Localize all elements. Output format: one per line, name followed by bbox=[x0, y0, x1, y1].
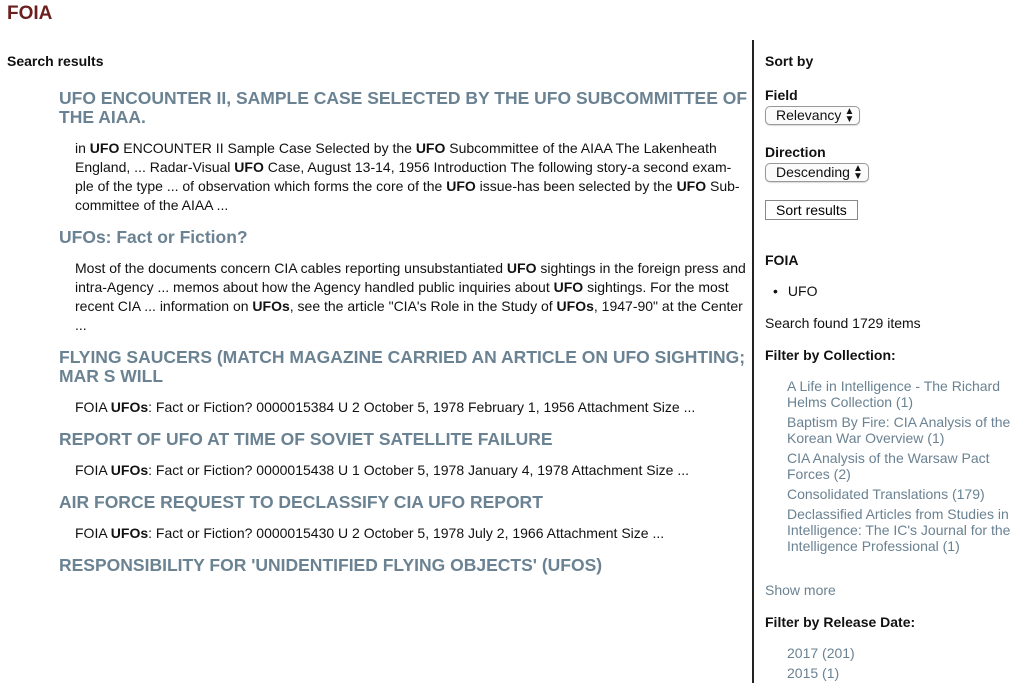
collection-filter-heading: Filter by Collection: bbox=[765, 347, 896, 363]
snippet-text: sightings. For the most recent CIA ... information on bbox=[75, 279, 729, 314]
release-date-filter-link[interactable]: 2017 (201) bbox=[787, 645, 855, 661]
result-snippet bbox=[75, 524, 749, 543]
snippet-text: in bbox=[75, 140, 90, 156]
results-list bbox=[59, 89, 749, 587]
snippet-text: sightings in the foreign press and intra-Agency ... memos about how the Agency handled public inquiries about bbox=[75, 260, 746, 295]
select-arrows-icon: ▲ ▼ bbox=[844, 105, 855, 125]
direction-label: Direction bbox=[765, 144, 826, 160]
sort-by-heading: Sort by bbox=[765, 53, 814, 69]
collection-filter-link[interactable]: Declassified Articles from Studies in Intelligence: The IC's Journal for the Intelligence Professional (1) bbox=[787, 506, 1011, 554]
highlighted-term: UFOs bbox=[110, 525, 149, 541]
collection-filter-link[interactable]: A Life in Intelligence - The Richard Helms Collection (1) bbox=[787, 378, 1000, 410]
result-count: Search found 1729 items bbox=[765, 315, 921, 331]
snippet-text: ENCOUNTER II Sample Case Selected by the bbox=[119, 140, 416, 156]
collection-filter-link[interactable]: Baptism By Fire: CIA Analysis of the Korean War Overview (1) bbox=[787, 414, 1011, 446]
search-result bbox=[59, 89, 749, 215]
snippet-text: , 1947-90" at the Center ... bbox=[75, 298, 743, 333]
release-date-filter-list bbox=[787, 645, 1017, 685]
snippet-text: : Fact or Fiction? 0000015438 U 1 October 5, 1978 January 4, 1978 Attachment Size ... bbox=[148, 462, 690, 478]
result-snippet bbox=[75, 259, 749, 335]
site-title: FOIA bbox=[7, 3, 53, 24]
show-more-link[interactable]: Show more bbox=[765, 582, 836, 598]
field-select[interactable] bbox=[765, 106, 860, 125]
select-arrows-icon: ▲ ▼ bbox=[853, 162, 863, 182]
direction-select-value: Descending bbox=[776, 164, 850, 180]
snippet-text: : Fact or Fiction? 0000015384 U 2 October 5, 1978 February 1, 1956 Attachment Size ... bbox=[148, 399, 696, 415]
release-date-filter-heading: Filter by Release Date: bbox=[765, 614, 916, 630]
highlighted-term: UFO bbox=[415, 140, 446, 156]
snippet-text: Case, August 13-14, 1956 Introduction The following story-a second exam- ple of the type ... of observation which forms the core of the bbox=[75, 159, 732, 194]
collection-filter-list bbox=[787, 378, 1017, 558]
search-result bbox=[59, 228, 749, 335]
snippet-text: Subcommittee of the AIAA The Lakenheath England, ... Radar-Visual bbox=[75, 140, 717, 175]
result-snippet bbox=[75, 461, 749, 480]
highlighted-term: UFO bbox=[553, 279, 584, 295]
result-snippet bbox=[75, 139, 749, 215]
result-snippet bbox=[75, 398, 749, 417]
search-results-heading: Search results bbox=[7, 53, 104, 69]
collection-filter-link[interactable]: Consolidated Translations (179) bbox=[787, 486, 985, 502]
highlighted-term: UFOs bbox=[110, 462, 149, 478]
result-title-link[interactable]: REPORT OF UFO AT TIME OF SOVIET SATELLITE FAILURE bbox=[59, 429, 553, 449]
highlighted-term: UFO bbox=[446, 178, 476, 194]
result-title-link[interactable]: UFOs: Fact or Fiction? bbox=[59, 227, 248, 247]
snippet-text: Sub- committee of the AIAA ... bbox=[75, 178, 740, 213]
direction-select[interactable] bbox=[765, 163, 869, 182]
search-result bbox=[59, 556, 749, 575]
field-select-value: Relevancy bbox=[776, 107, 842, 123]
snippet-text: FOIA bbox=[75, 462, 111, 478]
sidebar bbox=[765, 40, 1020, 683]
highlighted-term: UFO bbox=[234, 159, 264, 175]
active-filter-item: • UFO bbox=[773, 283, 817, 299]
highlighted-term: UFO bbox=[89, 140, 120, 156]
foia-heading: FOIA bbox=[765, 252, 799, 268]
field-label: Field bbox=[765, 87, 798, 103]
search-result bbox=[59, 348, 749, 417]
collection-filter-link[interactable]: CIA Analysis of the Warsaw Pact Forces (2) bbox=[787, 450, 990, 482]
column-divider bbox=[752, 40, 754, 683]
release-date-filter-link[interactable]: 2015 (1) bbox=[787, 665, 840, 681]
search-result bbox=[59, 493, 749, 543]
highlighted-term: UFOs bbox=[252, 298, 290, 314]
highlighted-term: UFOs bbox=[110, 399, 149, 415]
result-title-link[interactable]: UFO ENCOUNTER II, SAMPLE CASE SELECTED BY THE UFO SUBCOMMITTEE OF THE AIAA. bbox=[59, 88, 748, 127]
sort-results-button[interactable]: Sort results bbox=[765, 200, 858, 220]
highlighted-term: UFOs bbox=[556, 298, 594, 314]
highlighted-term: UFO bbox=[506, 260, 537, 276]
search-result bbox=[59, 430, 749, 480]
snippet-text: , see the article "CIA's Role in the Study of bbox=[289, 298, 557, 314]
snippet-text: FOIA bbox=[75, 525, 111, 541]
snippet-text: issue-has been selected by the bbox=[475, 178, 677, 194]
result-title-link[interactable]: FLYING SAUCERS (MATCH MAGAZINE CARRIED AN ARTICLE ON UFO SIGHTING; MAR S WILL bbox=[59, 347, 746, 386]
snippet-text: FOIA bbox=[75, 399, 111, 415]
main-content bbox=[0, 40, 752, 683]
result-title-link[interactable]: RESPONSIBILITY FOR 'UNIDENTIFIED FLYING OBJECTS' (UFOS) bbox=[59, 555, 603, 575]
highlighted-term: UFO bbox=[676, 178, 707, 194]
result-title-link[interactable]: AIR FORCE REQUEST TO DECLASSIFY CIA UFO REPORT bbox=[59, 492, 543, 512]
snippet-text: Most of the documents concern CIA cables reporting unsubstantiated bbox=[75, 260, 507, 276]
snippet-text: : Fact or Fiction? 0000015430 U 2 October 5, 1978 July 2, 1966 Attachment Size ... bbox=[148, 525, 665, 541]
